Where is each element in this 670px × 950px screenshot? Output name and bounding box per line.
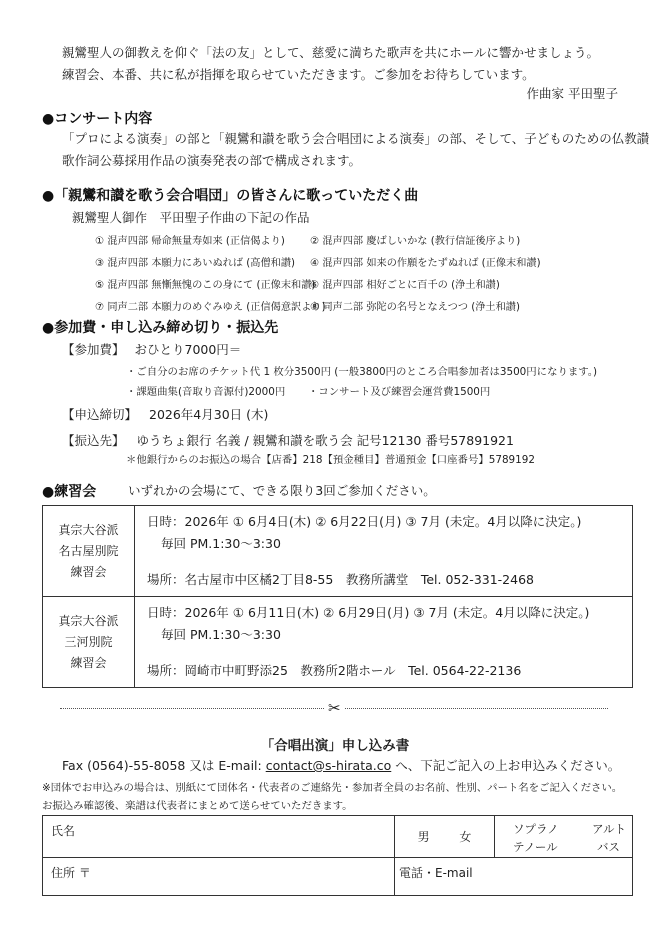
bank-note: ＊他銀行からのお振込の場合【店番】218【預金種目】普通預金【口座番号】5789192 <box>126 454 535 466</box>
session-venue-name <box>43 597 135 688</box>
name-field[interactable] <box>43 816 395 858</box>
form-notes <box>42 779 622 815</box>
address-field[interactable] <box>43 858 395 896</box>
deadline-row <box>62 405 268 423</box>
song-item: ④ 混声四部 如来の作願をたずぬれば (正像末和讃) <box>310 257 541 269</box>
sessions-heading: ●練習会 <box>42 484 97 500</box>
songs-heading: ●「親鸞和讃を歌う会合唱団」の皆さんに歌っていただく曲 <box>42 188 419 204</box>
venue-name-line: 真宗大谷派 <box>58 613 119 628</box>
fee-note-score: ・課題曲集(音取り音源付)2000円 <box>126 386 286 398</box>
session-place: 場所：岡崎市中町野添25 教務所2階ホール Tel. 0564-22-2136 <box>147 663 522 678</box>
concert-heading: ●コンサート内容 <box>42 111 153 127</box>
song-item: ③ 混声四部 本願力にあいぬれば (高僧和讃) <box>95 257 295 269</box>
song-list <box>95 228 595 316</box>
address-label: 住所 〒 <box>51 866 91 880</box>
fee-value: おひとり7000円＝ <box>134 342 242 357</box>
venue-name-line: 練習会 <box>70 655 107 670</box>
form-note-group: ※団体でお申込みの場合は、別紙にて団体名・代表者のご連絡先・参加者全員のお名前、性別、パート名をご記入ください。 <box>42 782 623 794</box>
song-item: ⑧ 同声二部 弥陀の名号となえつつ (浄土和讃) <box>310 301 520 313</box>
song-row <box>95 250 595 272</box>
song-item: ② 混声四部 慶ばしいかな (教行信証後序より) <box>310 235 521 247</box>
session-info <box>135 597 633 688</box>
song-item: ⑤ 混声四部 無慚無愧のこの身にて (正像末和讃) <box>95 279 316 291</box>
fee-row <box>62 340 241 358</box>
session-time: 毎回 PM.1:30〜3:30 <box>161 536 281 551</box>
form-note-score: お振込み確認後、楽譜は代表者にまとめて送らせていただきます。 <box>42 800 353 812</box>
application-form <box>42 815 633 896</box>
form-title: 「合唱出演」申し込み書 <box>260 738 410 754</box>
fax-instruction <box>62 756 620 774</box>
fax-suffix: へ、下記ご記入の上お申込みください。 <box>391 758 621 773</box>
song-row <box>95 228 595 250</box>
intro-text <box>62 42 599 86</box>
fee-label: 【参加費】 <box>62 342 125 357</box>
part-alto[interactable]: アルト <box>591 822 627 836</box>
sessions-instruction: いずれかの会場にて、できる限り3回ご参加ください。 <box>128 483 436 498</box>
form-row-contact <box>43 858 633 896</box>
session-row <box>43 506 633 597</box>
concert-description <box>62 128 649 172</box>
deadline-value: 2026年4月30日 (木) <box>149 407 269 422</box>
bank-value: ゆうちょ銀行 名義 / 親鸞和讃を歌う会 記号12130 番号57891921 <box>136 433 514 448</box>
intro-line-1: 親鸞聖人の御教えを仰ぐ「法の友」として、慈愛に満ちた歌声を共にホールに響かせましょう。 <box>62 45 600 60</box>
song-item: ① 混声四部 帰命無量寿如来 (正信偈より) <box>95 235 285 247</box>
part-tenor[interactable]: テノール <box>513 840 558 854</box>
session-time: 毎回 PM.1:30〜3:30 <box>161 627 281 642</box>
session-dates: 日時：2026年 ① 6月4日(木) ② 6月22日(月) ③ 7月 (未定。4月以降に決定。) <box>147 514 582 529</box>
session-dates: 日時：2026年 ① 6月11日(木) ② 6月29日(月) ③ 7月 (未定。4月以降に決定。) <box>147 605 590 620</box>
form-row-name <box>43 816 633 858</box>
fax-prefix: Fax (0564)-55-8058 又は E-mail: <box>62 758 266 773</box>
part-soprano[interactable]: ソプラノ <box>513 822 559 836</box>
bank-label: 【振込先】 <box>62 433 125 448</box>
session-venue-name <box>43 506 135 597</box>
phone-email-field[interactable] <box>395 858 633 896</box>
gender-field <box>395 816 495 858</box>
session-row <box>43 597 633 688</box>
venue-name-line: 練習会 <box>70 564 107 579</box>
phone-email-label: 電話・E-mail <box>399 866 473 880</box>
fees-heading: ●参加費・申し込み締め切り・振込先 <box>42 320 279 336</box>
deadline-label: 【申込締切】 <box>62 407 138 422</box>
name-label: 氏名 <box>51 824 76 838</box>
song-item: ⑥ 混声四部 相好ごとに百千の (浄土和讃) <box>310 279 500 291</box>
session-place: 場所：名古屋市中区橘2丁目8-55 教務所講堂 Tel. 052-331-2468 <box>147 572 534 587</box>
bank-row <box>62 431 514 449</box>
part-field <box>495 816 633 858</box>
sessions-table <box>42 505 633 688</box>
gender-male[interactable]: 男 <box>417 830 430 844</box>
email-link[interactable]: contact@s-hirata.co <box>265 758 392 773</box>
gender-female[interactable]: 女 <box>459 830 472 844</box>
concert-line-1: 「プロによる演奏」の部と「親鸞和讃を歌う会合唱団による演奏」の部、そして、子どものための仏教讃 <box>62 131 650 146</box>
song-row <box>95 294 595 316</box>
scissors-icon: ✂ <box>324 699 345 717</box>
composer-signature: 作曲家 平田聖子 <box>526 86 618 101</box>
fee-note-ticket: ・ご自分のお席のチケット代 1 枚分3500円 (一般3800円のところ合唱参加者は3500円になります。) <box>126 366 598 378</box>
session-info <box>135 506 633 597</box>
venue-name-line: 名古屋別院 <box>58 543 119 558</box>
venue-name-line: 真宗大谷派 <box>58 522 119 537</box>
song-row <box>95 272 595 294</box>
part-bass[interactable]: バス <box>596 840 620 854</box>
intro-line-2: 練習会、本番、共に私が指揮を取らせていただきます。ご参加をお待ちしています。 <box>62 67 535 82</box>
venue-name-line: 三河別院 <box>64 634 113 649</box>
concert-line-2: 歌作詞公募採用作品の演奏発表の部で構成されます。 <box>62 153 362 168</box>
song-item: ⑦ 同声二部 本願力のめぐみゆえ (正信偈意訳より) <box>95 301 326 313</box>
songs-lead: 親鸞聖人御作 平田聖子作曲の下記の作品 <box>72 210 310 225</box>
fee-note-operation: ・コンサート及び練習会運営費1500円 <box>308 386 491 398</box>
